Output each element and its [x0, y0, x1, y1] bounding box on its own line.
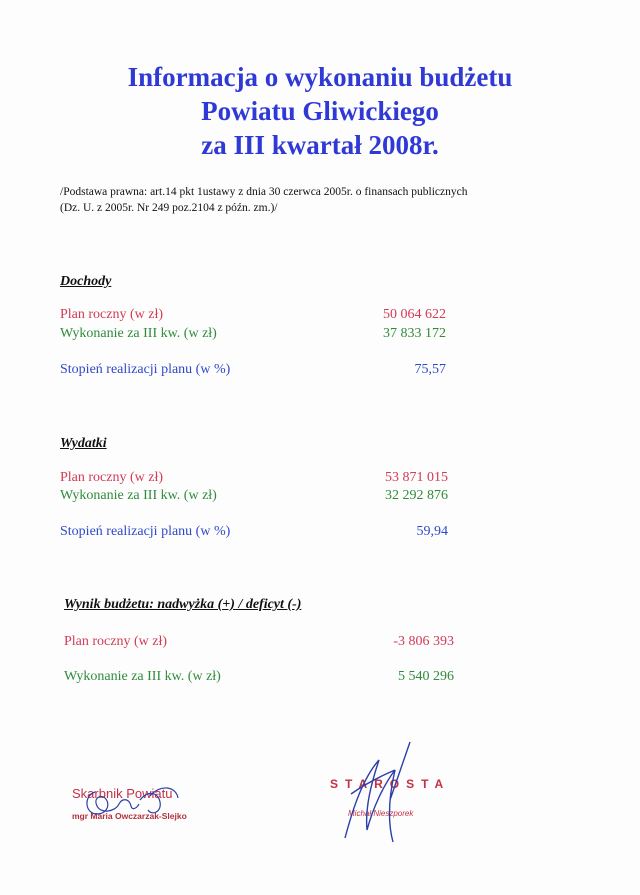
income-ratio-value: 75,57: [414, 362, 446, 377]
expenses-plan-label: Plan roczny (w zł): [60, 470, 164, 485]
legal-basis-line-2: (Dz. U. z 2005r. Nr 249 poz.2104 z późn. zm.)/: [60, 202, 278, 214]
expenses-heading: Wydatki: [60, 436, 107, 451]
result-heading: Wynik budżetu: nadwyżka (+) / deficyt (-): [64, 597, 302, 612]
title-line-1: Informacja o wykonaniu budżetu: [127, 62, 513, 92]
income-plan-label: Plan roczny (w zł): [60, 307, 164, 322]
result-plan-label: Plan roczny (w zł): [64, 634, 168, 649]
expenses-ratio-value: 59,94: [416, 524, 448, 539]
starost-role: STAROSTA: [330, 777, 451, 791]
starost-stamp: [330, 777, 450, 818]
result-exec-label: Wykonanie za III kw. (w zł): [64, 669, 221, 684]
treasurer-role: Skarbnik Powiatu: [72, 786, 173, 801]
starost-name: Michał Nieszporek: [348, 809, 414, 818]
title-line-2: Powiatu Gliwickiego: [201, 96, 439, 126]
income-exec-value: 37 833 172: [383, 326, 446, 341]
income-exec-label: Wykonanie za III kw. (w zł): [60, 326, 217, 341]
expenses-exec-label: Wykonanie za III kw. (w zł): [60, 488, 217, 503]
result-plan-value: -3 806 393: [393, 634, 454, 649]
result-exec-value: 5 540 296: [398, 669, 454, 684]
legal-basis: [60, 184, 580, 216]
document-title: [0, 60, 640, 162]
treasurer-stamp: [72, 786, 187, 821]
income-plan-value: 50 064 622: [383, 307, 446, 322]
expenses-exec-value: 32 292 876: [385, 488, 448, 503]
title-line-3: za III kwartał 2008r.: [201, 130, 439, 160]
expenses-ratio-label: Stopień realizacji planu (w %): [60, 524, 231, 539]
income-ratio-label: Stopień realizacji planu (w %): [60, 362, 231, 377]
expenses-plan-value: 53 871 015: [385, 470, 448, 485]
treasurer-name: mgr Maria Owczarzak-Slejko: [72, 811, 187, 821]
income-heading: Dochody: [60, 274, 112, 289]
legal-basis-line-1: /Podstawa prawna: art.14 pkt 1ustawy z dnia 30 czerwca 2005r. o finansach publicznych: [60, 186, 468, 198]
